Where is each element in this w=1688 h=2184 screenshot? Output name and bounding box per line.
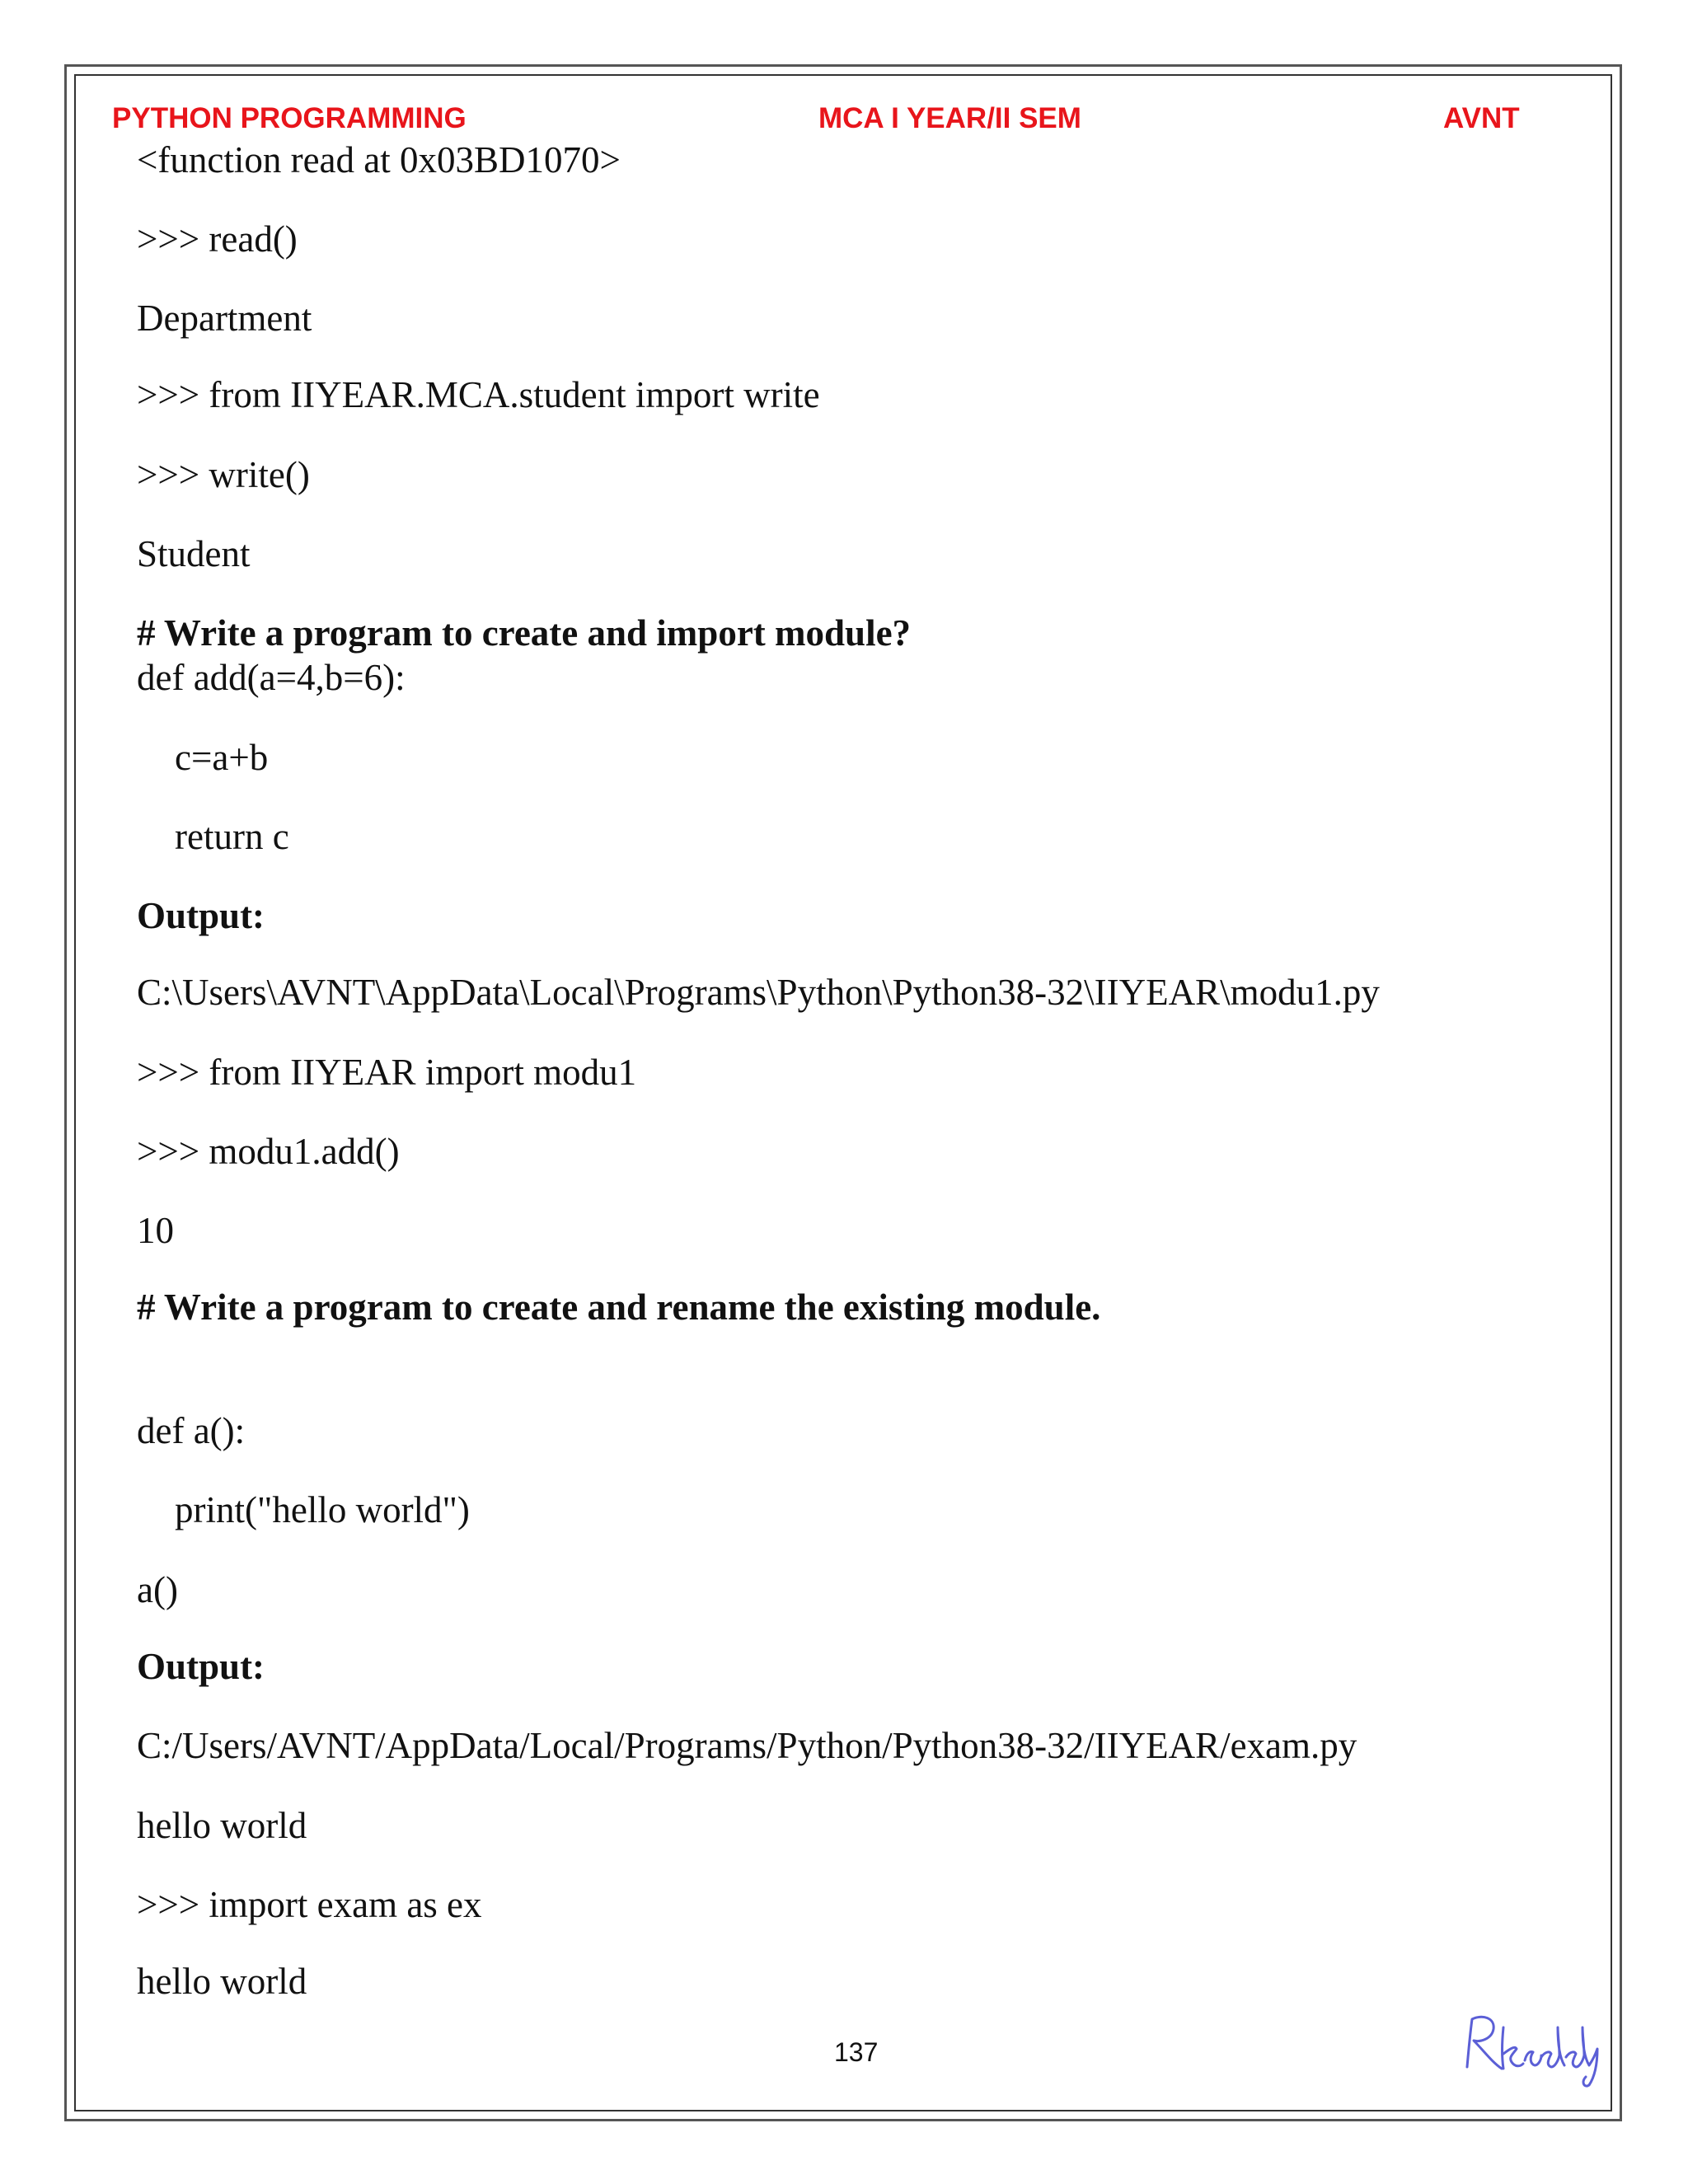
code-line: <function read at 0x03BD1070>	[137, 139, 621, 180]
code-line: >>> from IIYEAR.MCA.student import write	[137, 374, 820, 415]
code-line: a()	[137, 1569, 178, 1610]
signature-rkreddy	[1459, 2003, 1607, 2093]
header-institution: AVNT	[1443, 102, 1520, 134]
code-line: print("hello world")	[175, 1489, 470, 1530]
output-line: Department	[137, 298, 312, 339]
code-line: return c	[175, 816, 289, 857]
code-line: >>> read()	[137, 218, 298, 260]
code-line: >>> write()	[137, 454, 310, 495]
code-line: >>> import exam as ex	[137, 1884, 482, 1925]
file-path: C:/Users/AVNT/AppData/Local/Programs/Python/Python38-32/IIYEAR/exam.py	[137, 1725, 1357, 1766]
output-line: hello world	[137, 1961, 307, 2002]
code-line: def add(a=4,b=6):	[137, 657, 406, 698]
output-line: 10	[137, 1210, 174, 1251]
section-heading: # Write a program to create and rename the existing module.	[137, 1286, 1101, 1328]
code-line: >>> modu1.add()	[137, 1131, 400, 1172]
code-line: def a():	[137, 1410, 246, 1451]
output-heading: Output:	[137, 895, 265, 936]
header-course-title: PYTHON PROGRAMMING	[112, 102, 467, 134]
file-path: C:\Users\AVNT\AppData\Local\Programs\Python\Python38-32\IIYEAR\modu1.py	[137, 972, 1380, 1013]
page-number: 137	[834, 2037, 879, 2067]
output-line: Student	[137, 533, 251, 574]
output-heading: Output:	[137, 1646, 265, 1687]
section-heading: # Write a program to create and import module?	[137, 612, 912, 654]
code-line: c=a+b	[175, 737, 269, 778]
header-class-info: MCA I YEAR/II SEM	[818, 102, 1081, 134]
code-line: >>> from IIYEAR import modu1	[137, 1052, 637, 1093]
output-line: hello world	[137, 1805, 307, 1846]
